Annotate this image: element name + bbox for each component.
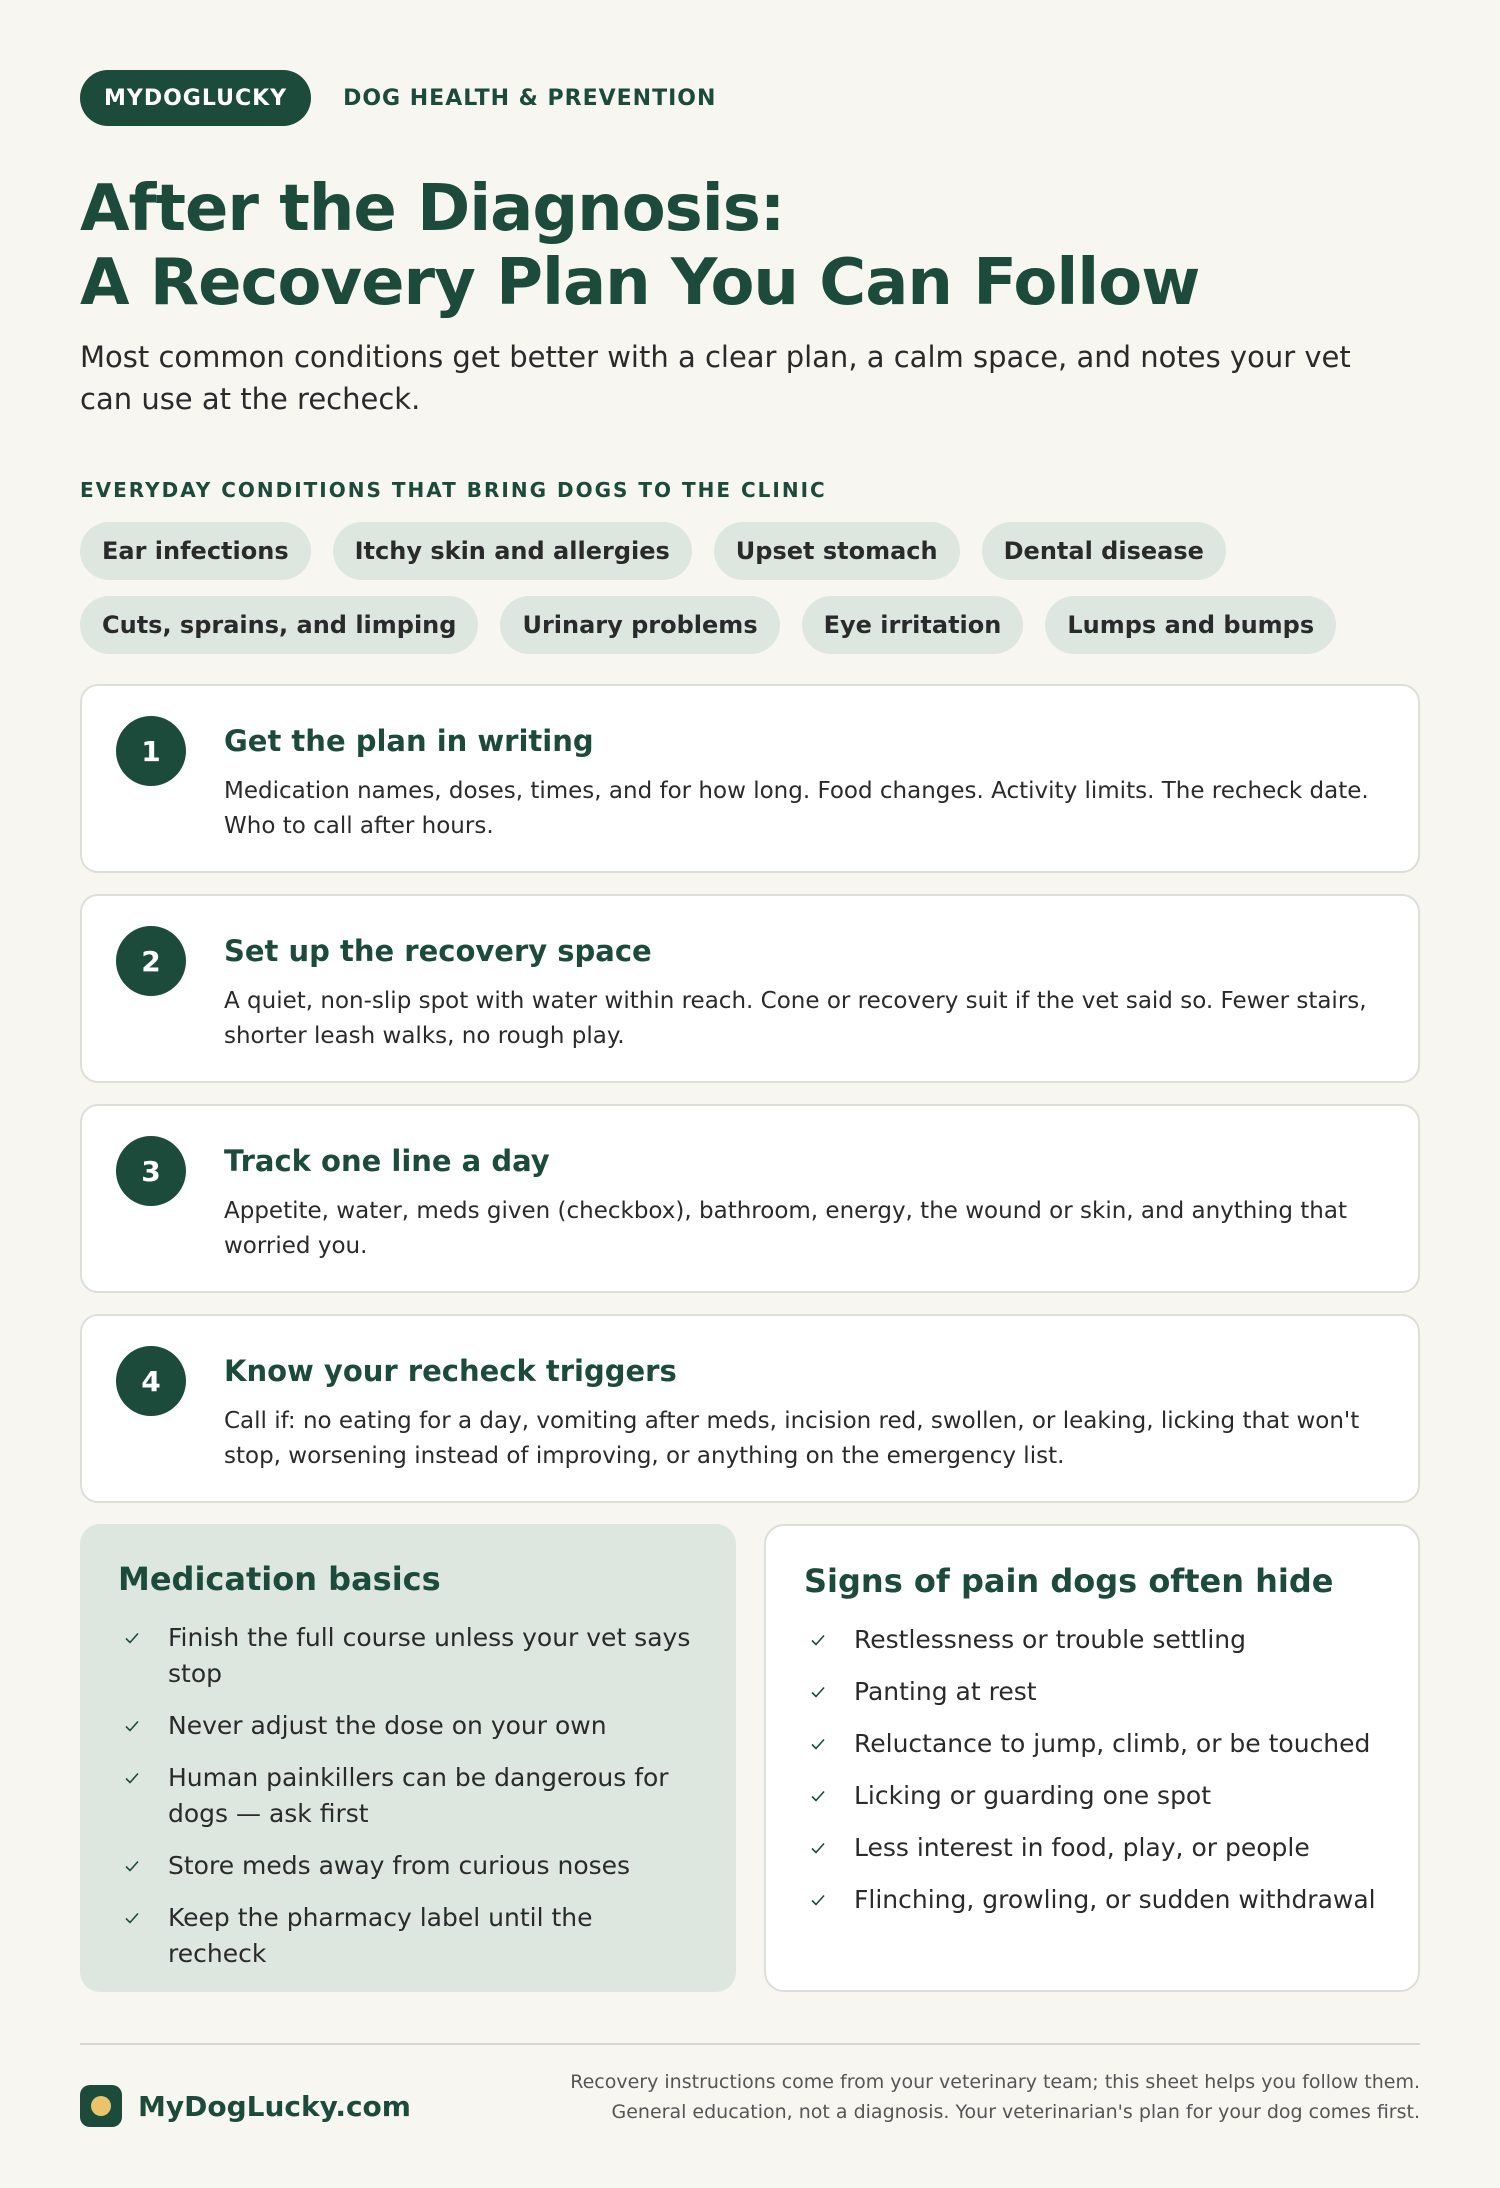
list-item [804,1882,1380,1918]
step-number-badge: 4 [116,1346,186,1416]
pain-signs-panel [764,1524,1420,1992]
checkmark-icon [124,1630,140,1646]
checkmark-icon [124,1718,140,1734]
condition-chip: Cuts, sprains, and limping [80,596,478,654]
step-number-badge: 1 [116,716,186,786]
step-text: Appetite, water, meds given (checkbox), bathroom, energy, the wound or skin, and anything that worried you. [224,1198,1347,1259]
list-item-text: Finish the full course unless your vet says stop [168,1623,691,1688]
condition-chip: Eye irritation [802,596,1024,654]
list-item-text: Licking or guarding one spot [854,1781,1212,1810]
list-item [118,1900,698,1972]
step-title: Know your recheck triggers [224,1354,677,1388]
checkmark-icon [810,1736,826,1752]
condition-chip: Upset stomach [714,522,960,580]
condition-chip: Dental disease [982,522,1226,580]
step-title: Set up the recovery space [224,934,652,968]
footer-note-line-2: General education, not a diagnosis. Your veterinarian's plan for your dog comes first. [611,2101,1420,2123]
checkmark-icon [810,1632,826,1648]
logo-dot [91,2096,111,2116]
list-item [118,1708,698,1744]
footer-brand [80,2085,411,2127]
footer-brand-name: MyDogLucky.com [138,2089,411,2123]
footer-note-line-1: Recovery instructions come from your veterinary team; this sheet helps you follow them. [570,2071,1420,2093]
step-card [80,1104,1420,1293]
list-item-text: Flinching, growling, or sudden withdrawal [854,1885,1376,1914]
list-item-text: Keep the pharmacy label until the recheck [168,1903,593,1968]
brand-pill: MYDOGLUCKY [80,70,311,126]
pain-signs-title: Signs of pain dogs often hide [804,1562,1334,1600]
list-item [804,1830,1380,1866]
step-title: Get the plan in writing [224,724,594,758]
list-item-text: Human painkillers can be dangerous for dogs — ask first [168,1763,669,1828]
steps-list [80,684,1420,1503]
condition-chip: Ear infections [80,522,311,580]
step-text: Call if: no eating for a day, vomiting after meds, incision red, swollen, or leaking, licking that won't stop, worsening instead of improving, or anything on the emergency list. [224,1408,1360,1469]
step-text: Medication names, doses, times, and for how long. Food changes. Activity limits. The recheck date. Who to call after hours. [224,778,1369,839]
list-item [804,1674,1380,1710]
medication-panel [80,1524,736,1992]
page-title [80,172,1420,320]
title-line-2: A Recovery Plan You Can Follow [80,246,1200,320]
checkmark-icon [124,1770,140,1786]
step-text: A quiet, non-slip spot with water within reach. Cone or recovery suit if the vet said so. Fewer stairs, shorter leash walks, no rough play. [224,988,1367,1049]
conditions-label: EVERYDAY CONDITIONS THAT BRING DOGS TO THE CLINIC [80,478,827,502]
header-row [80,70,1420,126]
footer-divider [80,2043,1420,2045]
step-number-badge: 2 [116,926,186,996]
list-item [804,1726,1380,1762]
recovery-sheet [80,70,1420,1992]
list-item [118,1848,698,1884]
condition-chip: Urinary problems [500,596,779,654]
conditions-chip-list [80,522,1380,654]
list-item-text: Less interest in food, play, or people [854,1833,1310,1862]
section-kicker: DOG HEALTH & PREVENTION [343,85,717,111]
checkmark-icon [810,1684,826,1700]
list-item [804,1622,1380,1658]
step-card [80,684,1420,873]
footer-disclaimer [570,2067,1420,2127]
list-item-text: Never adjust the dose on your own [168,1711,607,1740]
list-item-text: Store meds away from curious noses [168,1851,631,1880]
checkmark-icon [810,1788,826,1804]
list-item-text: Panting at rest [854,1677,1037,1706]
medication-list [118,1620,698,1972]
info-panels [80,1524,1420,1992]
step-number-badge: 3 [116,1136,186,1206]
condition-chip: Itchy skin and allergies [333,522,692,580]
list-item [118,1760,698,1832]
checkmark-icon [124,1910,140,1926]
list-item [118,1620,698,1692]
title-line-1: After the Diagnosis: [80,172,785,246]
step-card [80,894,1420,1083]
medication-title: Medication basics [118,1560,441,1598]
step-card [80,1314,1420,1503]
list-item [804,1778,1380,1814]
brand-logo-icon [80,2085,122,2127]
page-subtitle: Most common conditions get better with a clear plan, a calm space, and notes your vet can use at the recheck. [80,340,1351,416]
list-item-text: Reluctance to jump, climb, or be touched [854,1729,1371,1758]
step-title: Track one line a day [224,1144,550,1178]
list-item-text: Restlessness or trouble settling [854,1625,1247,1654]
checkmark-icon [124,1858,140,1874]
checkmark-icon [810,1840,826,1856]
pain-signs-list [804,1622,1380,1918]
checkmark-icon [810,1892,826,1908]
condition-chip: Lumps and bumps [1045,596,1336,654]
